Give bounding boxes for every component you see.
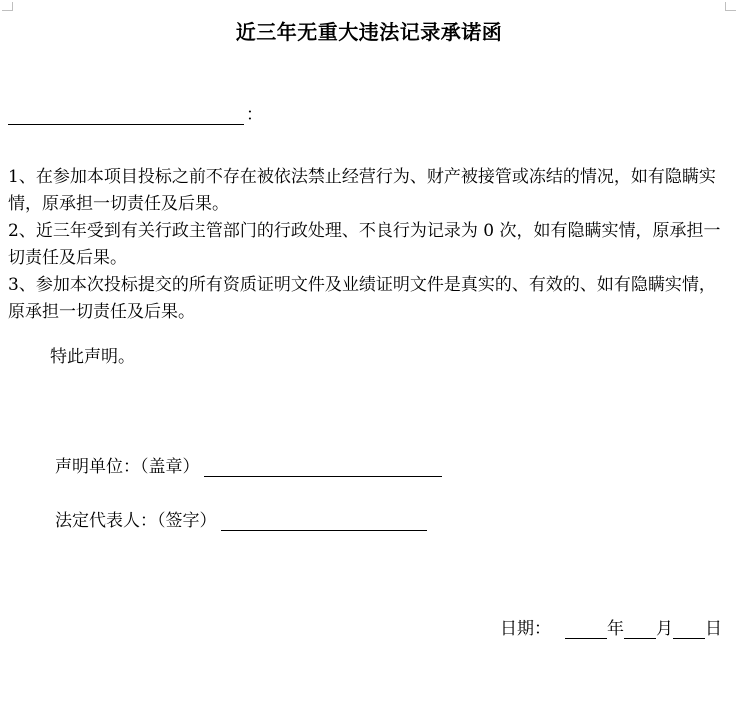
clause-2: 2、近三年受到有关行政主管部门的行政处理、不良行为记录为 0 次，如有隐瞒实情，原承担一切责任及后果。 [8, 221, 721, 268]
legal-representative-label: 法定代表人：（签字） [55, 511, 217, 531]
legal-representative-row [55, 506, 427, 531]
addressee-colon: ： [246, 105, 263, 125]
declaring-unit-blank[interactable] [204, 458, 442, 477]
date-month-label: 月 [656, 619, 673, 639]
date-year-label: 年 [607, 619, 624, 639]
date-day-label: 日 [705, 619, 722, 639]
commitment-clauses [8, 164, 730, 326]
clause-1: 1、在参加本项目投标之前不存在被依法禁止经营行为、财产被接管或冻结的情况，如有隐瞒实情，原承担一切责任及后果。 [8, 167, 716, 214]
date-year-blank[interactable] [565, 620, 607, 639]
addressee-blank[interactable] [8, 106, 244, 125]
date-label: 日期： [500, 619, 551, 639]
addressee-line [8, 100, 263, 125]
date-day-blank[interactable] [673, 620, 705, 639]
closing-statement: 特此声明。 [50, 347, 135, 367]
page-corner-mark-left [2, 2, 13, 11]
page-corner-mark-right [725, 2, 736, 11]
declaring-unit-label: 声明单位：（盖章） [55, 457, 200, 477]
legal-representative-blank[interactable] [221, 512, 427, 531]
clause-3: 3、参加本次投标提交的所有资质证明文件及业绩证明文件是真实的、有效的、如有隐瞒实情，原承担一切责任及后果。 [8, 275, 716, 322]
declaring-unit-row [55, 452, 442, 477]
date-month-blank[interactable] [624, 620, 656, 639]
document-title: 近三年无重大违法记录承诺函 [235, 20, 503, 44]
date-row [500, 614, 722, 639]
